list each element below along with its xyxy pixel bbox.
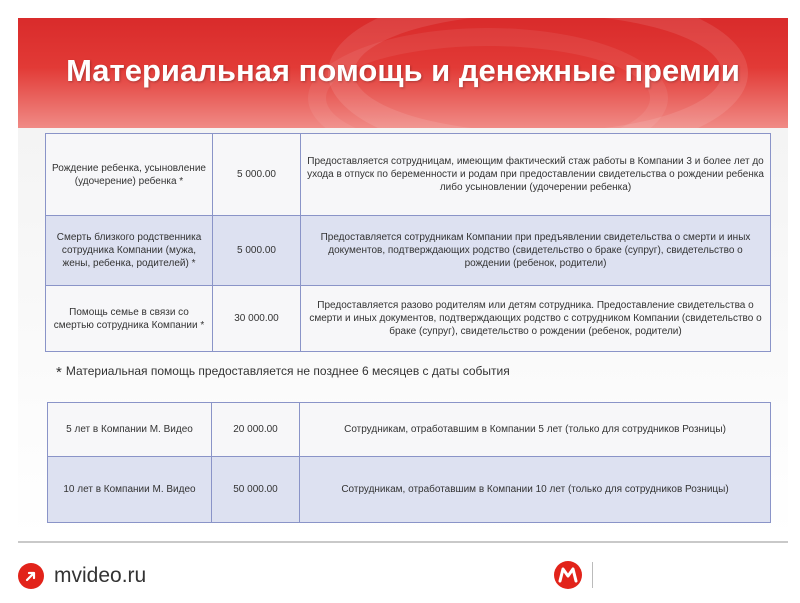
condition-cell: Предоставляется сотрудникам Компании при предъявлении свидетельства о смерти и иных документов, подтверждающих родство (свидетельство о браке (супруг), свидетельство о рождении (ребенок, родители) (301, 216, 771, 286)
arrow-circle-icon (18, 563, 44, 589)
amount-cell: 5 000.00 (213, 134, 301, 216)
benefits-table (45, 133, 771, 352)
slide-title: Материальная помощь и денежные премии (66, 53, 740, 88)
amount-cell: 5 000.00 (213, 216, 301, 286)
table-row (48, 403, 771, 457)
event-cell: Рождение ребенка, усыновление (удочерение) ребенка * (46, 134, 213, 216)
logo-divider (592, 562, 593, 588)
event-cell: 10 лет в Компании М. Видео (48, 457, 212, 523)
condition-cell: Сотрудникам, отработавшим в Компании 10 лет (только для сотрудников Розницы) (300, 457, 771, 523)
table-row (46, 286, 771, 352)
condition-cell: Предоставляется разово родителям или детям сотрудника. Предоставление свидетельства о смерти и иных документов, подтверждающих родство с сотрудником Компании (свидетельство о браке (супруг), свидетельство о рождении (ребенок, родители) (301, 286, 771, 352)
table-row (46, 216, 771, 286)
condition-cell: Сотрудникам, отработавшим в Компании 5 лет (только для сотрудников Розницы) (300, 403, 771, 457)
footer-logo[interactable] (18, 563, 146, 589)
m-logo-icon (552, 560, 584, 595)
amount-cell: 20 000.00 (212, 403, 300, 457)
site-name: mvideo.ru (54, 564, 147, 587)
table-row (48, 457, 771, 523)
footnote (56, 364, 510, 381)
table-row (46, 134, 771, 216)
amount-cell: 50 000.00 (212, 457, 300, 523)
footer-divider (18, 541, 788, 543)
condition-cell: Предоставляется сотрудницам, имеющим фактический стаж работы в Компании 3 и более лет до ухода в отпуск по беременности и родам при предоставлении свидетельства о рождении ребенка либо усыновлении (удочерении ребенка) (301, 134, 771, 216)
footnote-text: Материальная помощь предоставляется не позднее 6 месяцев с даты события (65, 364, 510, 378)
footnote-star: * (56, 364, 62, 381)
event-cell: 5 лет в Компании М. Видео (48, 403, 212, 457)
amount-cell: 30 000.00 (213, 286, 301, 352)
event-cell: Помощь семье в связи со смертью сотрудника Компании * (46, 286, 213, 352)
event-cell: Смерть близкого родственника сотрудника Компании (мужа, жены, ребенка, родителей) * (46, 216, 213, 286)
bonus-table (47, 402, 771, 523)
